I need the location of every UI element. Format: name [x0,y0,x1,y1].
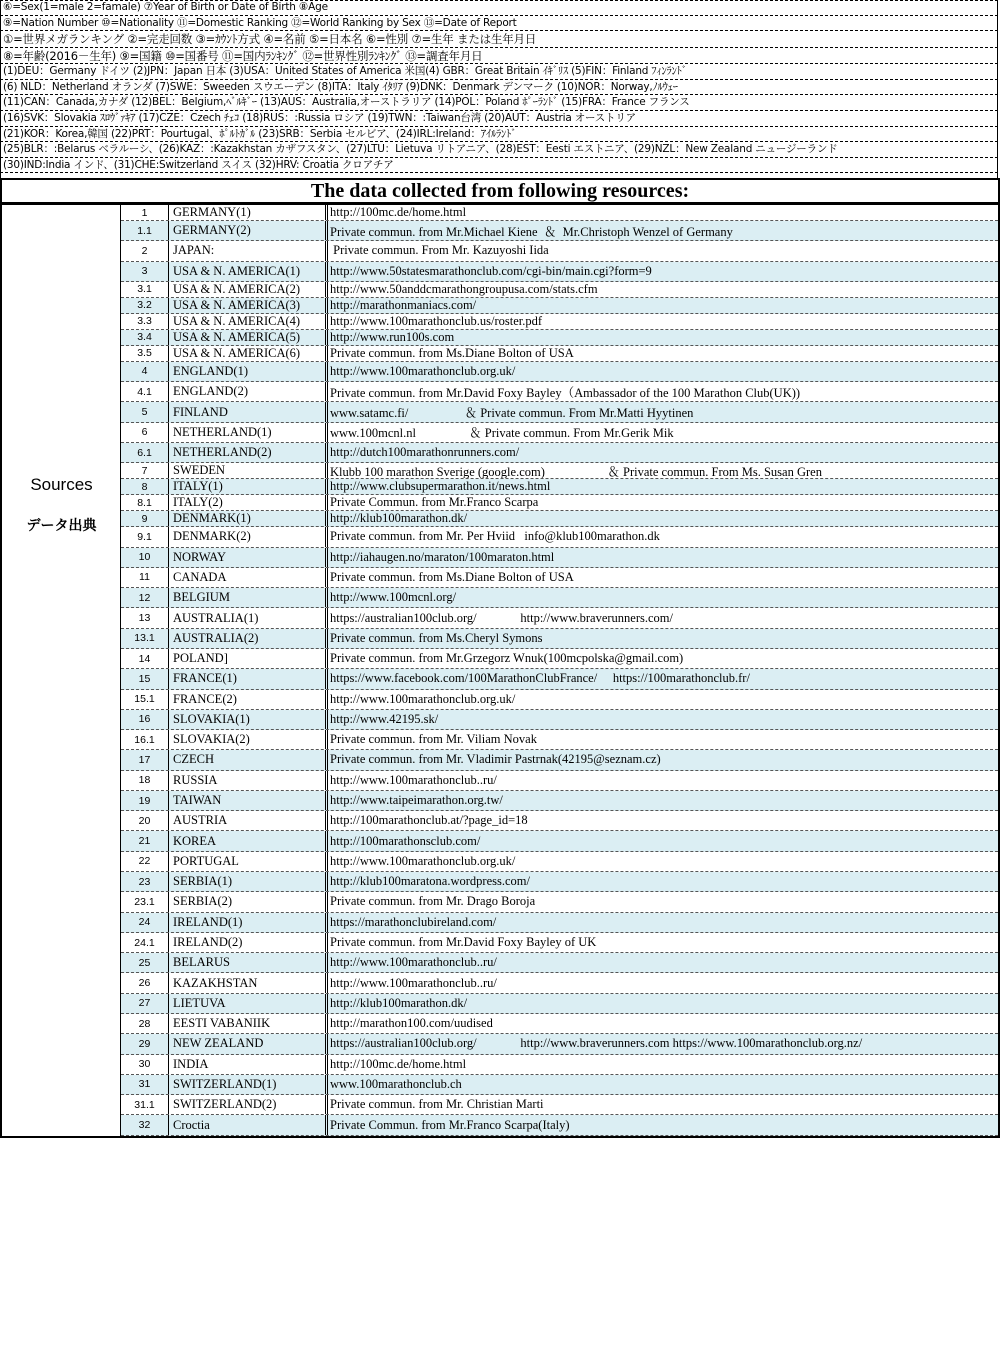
row-source: www.satamc.fi/ ＆ Private commun. From Mr.Matti Hyytinen [330,406,694,421]
source-row [121,669,998,689]
source-row [121,994,998,1014]
row-source: www.100marathonclub.ch [330,1076,462,1091]
row-source: www.100mcnl.nl ＆ Private commun. From Mr.Gerik Mik [330,426,674,441]
source-row [121,1055,998,1075]
row-number: 23.1 [121,892,169,911]
row-number: 29 [121,1034,169,1053]
row-number: 7 [121,463,169,478]
row-source: http://klub100marathon.dk/ [330,511,468,526]
row-source: Private commun. from Mr. Per Hviid info@klub100marathon.dk [330,529,660,544]
row-number: 23 [121,872,169,891]
row-country: NEW ZEALAND [169,1034,328,1053]
legend-row: (25)BLR：:Belarus ベラルーシ、(26)KAZ：:Kazakhstan カザフスタン、(27)LTU：Lietuva リトアニア、(28)EST：Eesti エストニア、(29)NZL：New Zealand ニュージーランド [0,142,998,158]
row-number: 21 [121,831,169,850]
source-row [121,831,998,851]
row-source: Private commun. from Ms.Diane Bolton of USA [330,345,574,360]
row-number: 17 [121,750,169,769]
row-source: Private commun. From Mr. Kazuyoshi Iida [330,243,549,258]
row-number: 11 [121,568,169,587]
source-row [121,463,998,479]
source-row [121,568,998,588]
row-number: 13.1 [121,629,169,648]
row-number: 1 [121,205,169,220]
row-source: http://www.clubsupermarathon.it/news.html [330,479,551,494]
row-source: https://www.facebook.com/100MarathonClubFrance/ https://100marathonclub.fr/ [330,671,750,686]
row-number: 4 [121,362,169,381]
row-source: http://www.100marathonclub..ru/ [330,975,497,990]
row-number: 25 [121,953,169,972]
row-country: NETHERLAND(2) [169,443,328,462]
source-row [121,330,998,346]
row-country: JAPAN: [169,241,328,260]
row-country: NORWAY [169,548,328,567]
row-country: CANADA [169,568,328,587]
row-country: TAIWAN [169,791,328,810]
row-country: DENMARK(1) [169,511,328,526]
row-source: http://www.100marathonclub..ru/ [330,772,497,787]
row-country: Croctia [169,1115,328,1134]
source-row [121,1075,998,1095]
source-row [121,382,998,402]
row-country: ITALY(2) [169,495,328,510]
row-country: KAZAKHSTAN [169,973,328,992]
row-number: 9.1 [121,527,169,546]
source-row [121,588,998,608]
source-row [121,314,998,330]
row-source: Private commun. from Ms.Diane Bolton of USA [330,569,574,584]
row-source: http://www.100marathonclub..ru/ [330,955,497,970]
row-number: 16 [121,710,169,729]
source-row [121,750,998,770]
source-row [121,282,998,298]
row-country: POLAND] [169,649,328,668]
legend-row: ①=世界メガランキング ②=完走回数 ③=ｶｳﾝﾄ方式 ④=名前 ⑤=日本名 ⑥=性別 ⑦=生年 または生年月日 [0,31,998,48]
source-row [121,973,998,993]
source-row [121,690,998,710]
legend [0,0,998,173]
row-source: http://100mc.de/home.html [330,1056,467,1071]
source-row [121,730,998,750]
row-source: http://www.100marathonclub.org.uk/ [330,363,516,378]
row-country: GERMANY(2) [169,221,328,240]
source-row [121,479,998,495]
source-row [121,933,998,953]
row-source: Private commun. from Mr. Viliam Novak [330,732,537,747]
source-row [121,710,998,730]
row-country: AUSTRALIA(1) [169,608,328,627]
row-number: 18 [121,771,169,790]
source-row [121,221,998,241]
source-row [121,649,998,669]
source-row [121,423,998,443]
row-source: http://marathon100.com/uudised [330,1016,493,1031]
row-country: USA & N. AMERICA(4) [169,314,328,329]
row-source: Klubb 100 marathon Sverige (google.com) ＆ Private commun. From Ms. Susan Gren [330,464,822,479]
legend-row: (6) NLD：Netherland オランダ (7)SWE：Sweeden スウエーデン (8)ITA：Italy ｲﾀﾘｱ (9)DNK：Denmark デンマーク (10)NOR：Norway,ﾉﾙｳｪｰ [0,80,998,96]
source-row [121,872,998,892]
row-number: 22 [121,852,169,871]
row-number: 8 [121,479,169,494]
row-number: 28 [121,1014,169,1033]
row-country: KOREA [169,831,328,850]
row-number: 3.3 [121,314,169,329]
row-source: http://www.100mcnl.org/ [330,590,457,605]
row-number: 27 [121,994,169,1013]
row-country: PORTUGAL [169,852,328,871]
row-country: FRANCE(1) [169,669,328,688]
row-country: USA & N. AMERICA(1) [169,262,328,281]
legend-row: (1)DEU：Germany ドイツ (2)JPN：Japan 日本 (3)USA：United States of America 米国(4) GBR：Great Britain ｲｷﾞﾘｽ (5)FIN：Finland ﾌｨﾝﾗﾝﾄﾞ [0,64,998,80]
row-country: INDIA [169,1055,328,1074]
row-number: 6 [121,423,169,442]
row-source: http://100marathonclub.at/?page_id=18 [330,813,528,828]
row-number: 16.1 [121,730,169,749]
row-source: http://klub100maratona.wordpress.com/ [330,874,530,889]
row-number: 30 [121,1055,169,1074]
legend-row: (11)CAN：Canada,カナダ (12)BEL：Belgium,ﾍﾞﾙｷﾞｰ (13)AUS：Australia,オーストラリア (14)POL：Poland ﾎﾟｰﾗﾝﾄﾞ (15)FRA：France フランス [0,95,998,111]
row-source: http://100marathonsclub.com/ [330,833,481,848]
source-row [121,791,998,811]
row-source: http://www.50anddcmarathongroupusa.com/stats.cfm [330,281,598,296]
row-source: Private commun. from Mr.David Foxy Bayley（Ambassador of the 100 Marathon Club(UK)) [330,385,801,400]
legend-row: (16)SVK：Slovakia ｽﾛｳﾞｧｷｱ (17)CZE：Czech ﾁｪｺ (18)RUS：:Russia ロシア (19)TWN：:Taiwan台湾 (20)AUT：Austria オーストリア [0,111,998,127]
row-source: http://www.taipeimarathon.org.tw/ [330,793,503,808]
row-country: IRELAND(1) [169,913,328,932]
row-country: DENMARK(2) [169,527,328,546]
row-source: Private Commun. from Mr.Franco Scarpa [330,495,539,510]
source-row [121,1115,998,1135]
row-country: AUSTRIA [169,811,328,830]
legend-row: ⑨=Nation Number ⑩=Nationality ⑪=Domestic Ranking ⑫=World Ranking by Sex ⑬=Date of Report [0,16,998,32]
source-row [121,852,998,872]
sources-label-jp: データ出典 [26,518,97,534]
row-country: ITALY(1) [169,479,328,494]
source-row [121,953,998,973]
row-source: http://klub100marathon.dk/ [330,995,468,1010]
row-number: 31.1 [121,1095,169,1114]
row-source: http://www.50statesmarathonclub.com/cgi-bin/main.cgi?form=9 [330,263,652,278]
row-number: 3.5 [121,346,169,361]
row-source: https://australian100club.org/ http://www.braverunners.com https://www.100marathonclub.org.nz/ [330,1036,863,1051]
row-country: SLOVAKIA(2) [169,730,328,749]
source-row [121,511,998,527]
row-country: BELGIUM [169,588,328,607]
row-source: http://www.42195.sk/ [330,711,439,726]
row-number: 1.1 [121,221,169,240]
row-source: Private commun. from Mr.David Foxy Bayley of UK [330,935,597,950]
row-country: LIETUVA [169,994,328,1013]
row-number: 20 [121,811,169,830]
row-source: http://www.100marathonclub.us/roster.pdf [330,313,543,328]
row-country: ENGLAND(1) [169,362,328,381]
row-country: SLOVAKIA(1) [169,710,328,729]
source-row [121,811,998,831]
row-number: 6.1 [121,443,169,462]
row-source: Private Commun. from Mr.Franco Scarpa(Italy) [330,1117,570,1132]
row-country: SERBIA(1) [169,872,328,891]
row-source: Private commun. from Mr. Drago Boroja [330,894,536,909]
row-number: 10 [121,548,169,567]
sources-heading: The data collected from following resources: [0,178,1000,204]
row-country: FRANCE(2) [169,690,328,709]
row-source: http://iahaugen.no/maraton/100maraton.html [330,549,555,564]
legend-row: (21)KOR：Korea,韓国 (22)PRT：Pourtugal、ﾎﾟﾙﾄｶﾞﾙ (23)SRB：Serbia セルビア、(24)IRL:Ireland：ｱｲﾙﾗﾝﾄﾞ [0,127,998,143]
source-row [121,346,998,362]
row-country: CZECH [169,750,328,769]
row-number: 3.1 [121,282,169,297]
row-number: 3.2 [121,298,169,313]
row-country: SWEDEN [169,463,328,478]
source-row [121,402,998,422]
sources-table [0,203,1000,1138]
row-source: http://www.100marathonclub.org.uk/ [330,853,516,868]
row-country: GERMANY(1) [169,205,328,220]
row-country: FINLAND [169,402,328,421]
source-row [121,262,998,282]
row-source: http://dutch100marathonrunners.com/ [330,445,520,460]
row-source: Private commun. from Mr. Vladimir Pastrnak(42195@seznam.cz) [330,752,661,767]
row-number: 9 [121,511,169,526]
legend-row: (30)IND:India インド、(31)CHE:Switzerland スイス (32)HRV: Croatia クロアチア [0,158,998,174]
row-number: 31 [121,1075,169,1094]
row-country: AUSTRALIA(2) [169,629,328,648]
source-row [121,298,998,314]
row-number: 14 [121,649,169,668]
row-source: http://100mc.de/home.html [330,205,467,219]
row-number: 12 [121,588,169,607]
row-number: 26 [121,973,169,992]
legend-row: ⑥=Sex(1=male 2=famale) ⑦Year of Birth or Date of Birth ⑧Age [0,0,998,16]
row-number: 13 [121,608,169,627]
row-number: 32 [121,1115,169,1134]
source-row [121,1034,998,1054]
source-row [121,892,998,912]
row-country: EESTI VABANIIK [169,1014,328,1033]
row-country: USA & N. AMERICA(3) [169,298,328,313]
legend-row: ⑧=年齢(2016－生年) ⑨=国籍 ⑩=国番号 ⑪=国内ﾗﾝｷﾝｸﾞ ⑫=世界性別ﾗﾝｷﾝｸﾞ ⑬=調査年月日 [0,48,998,65]
source-row [121,443,998,463]
row-country: ENGLAND(2) [169,382,328,401]
source-row [121,527,998,547]
row-country: SWITZERLAND(1) [169,1075,328,1094]
row-source: http://marathonmaniacs.com/ [330,297,477,312]
row-source: Private commun. from Ms.Cheryl Symons [330,630,543,645]
source-row [121,548,998,568]
sources-rows [121,205,998,1136]
row-number: 5 [121,402,169,421]
row-country: NETHERLAND(1) [169,423,328,442]
row-number: 19 [121,791,169,810]
source-row [121,1095,998,1115]
row-country: BELARUS [169,953,328,972]
row-source: https://australian100club.org/ http://www.braverunners.com/ [330,610,673,625]
source-row [121,362,998,382]
row-number: 15 [121,669,169,688]
sources-label-en: Sources [30,475,93,494]
row-number: 2 [121,241,169,260]
sources-label-column [2,205,121,1136]
row-source: http://www.run100s.com [330,329,455,344]
row-number: 24.1 [121,933,169,952]
row-source: Private commun. from Mr. Christian Marti [330,1097,544,1112]
row-number: 24 [121,913,169,932]
row-country: SWITZERLAND(2) [169,1095,328,1114]
row-country: SERBIA(2) [169,892,328,911]
row-source: http://www.100marathonclub.org.uk/ [330,691,516,706]
source-row [121,495,998,511]
source-row [121,205,998,221]
row-number: 8.1 [121,495,169,510]
source-row [121,241,998,261]
row-number: 3.4 [121,330,169,345]
row-number: 15.1 [121,690,169,709]
row-country: USA & N. AMERICA(6) [169,346,328,361]
source-row [121,1014,998,1034]
row-country: IRELAND(2) [169,933,328,952]
row-source: https://marathonclubireland.com/ [330,914,497,929]
row-country: RUSSIA [169,771,328,790]
source-row [121,629,998,649]
row-number: 3 [121,262,169,281]
row-number: 4.1 [121,382,169,401]
source-row [121,771,998,791]
row-source: Private commun. from Mr.Grzegorz Wnuk(100mcpolska@gmail.com) [330,651,684,666]
row-country: USA & N. AMERICA(2) [169,282,328,297]
row-country: USA & N. AMERICA(5) [169,330,328,345]
source-row [121,608,998,628]
source-row [121,913,998,933]
row-source: Private commun. from Mr.Michael Kiene ＆ Mr.Christoph Wenzel of Germany [330,224,733,239]
